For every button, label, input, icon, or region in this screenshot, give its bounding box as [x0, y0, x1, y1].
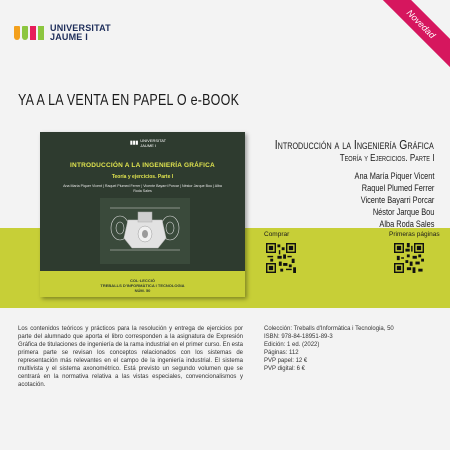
- cover-collection-line2: TREBALLS D'INFORMÀTICA I TECNOLOGIA: [100, 283, 185, 288]
- novedad-ribbon: [380, 0, 450, 70]
- cover-collection-line3: NÚM. 50: [134, 288, 151, 293]
- meta-price-digital: PVP digital: 6 €: [264, 366, 305, 372]
- logo-line1: UNIVERSITAT: [50, 23, 111, 33]
- buy-label[interactable]: Comprar: [264, 231, 290, 238]
- preview-qr-code-icon[interactable]: [394, 243, 424, 273]
- author-list: [337, 170, 434, 230]
- logo-line2: JAUME I: [50, 32, 88, 42]
- ribbon-label: Novedad: [380, 0, 450, 70]
- book-title: Introducción a la Ingeniería Gráfica: [274, 137, 434, 152]
- meta-isbn: ISBN: 978-84-18951-89-3: [264, 334, 333, 340]
- cover-logo-line2: JAUME I: [140, 143, 157, 148]
- author-item: Vicente Bayarri Porcar: [360, 195, 434, 205]
- author-item: Ana María Piquer Vicent: [354, 171, 434, 181]
- meta-pages: Páginas: 112: [264, 350, 299, 356]
- cover-authors: Ana María Piquer Vicent | Raquel Plumed Ferrer | Vicente Bayarri Porcar | Néstor Jarque Bou | Alba Roda Sales: [63, 184, 222, 193]
- cover-logo-line1: UNIVERSITAT: [140, 138, 167, 143]
- meta-collection: Colección: Treballs d'Informàtica i Tecnologia, 50: [264, 326, 394, 332]
- book-description: Los contenidos teóricos y prácticos para la resolución y entrega de ejercicios por parte del alumnado que aporta el libro corresponden a la asignatura de Expresión Gráfica de titulaciones de ingeniería de la rama industrial en el primer curso. En esta primera parte se revisan los conceptos relacionados con los sistemas de representación más relevantes en el campo de la ingeniería industrial. El sistema multivista y el sistema axonométrico. Está previsto un segundo volumen que se centrará en la normativa relativa a las vistas especiales, convencionalismos y acotación.: [18, 326, 243, 388]
- cover-logo-mark-icon: ▮▮▮: [130, 140, 139, 146]
- cover-subtitle: Teoría y ejercicios. Parte I: [111, 174, 174, 180]
- buy-qr-code-icon[interactable]: [266, 243, 296, 273]
- author-item: Raquel Plumed Ferrer: [361, 183, 434, 193]
- author-item: Néstor Jarque Bou: [372, 207, 434, 217]
- uji-logo-mark-icon: [14, 26, 44, 40]
- headline: YA A LA VENTA EN PAPEL O e-BOOK: [18, 92, 240, 109]
- uji-logo-text: [50, 24, 111, 42]
- meta-price-paper: PVP papel: 12 €: [264, 358, 308, 364]
- cover-collection: [40, 278, 245, 293]
- cover-collection-line1: COL·LECCIÓ: [130, 278, 155, 283]
- valve-drawing-icon: [100, 198, 190, 264]
- uji-logo[interactable]: [14, 24, 111, 42]
- author-item: Alba Roda Sales: [379, 219, 434, 229]
- book-metadata: [264, 325, 394, 373]
- cover-title: INTRODUCCIÓN A LA INGENIERÍA GRÁFICA: [70, 162, 215, 169]
- book-subtitle: Teoría y Ejercicios. Parte I: [339, 153, 434, 164]
- book-cover[interactable]: [40, 132, 245, 297]
- meta-edition: Edición: 1 ed. (2022): [264, 342, 320, 348]
- cover-logo: [130, 138, 166, 148]
- preview-label[interactable]: Primeras páginas: [389, 231, 440, 238]
